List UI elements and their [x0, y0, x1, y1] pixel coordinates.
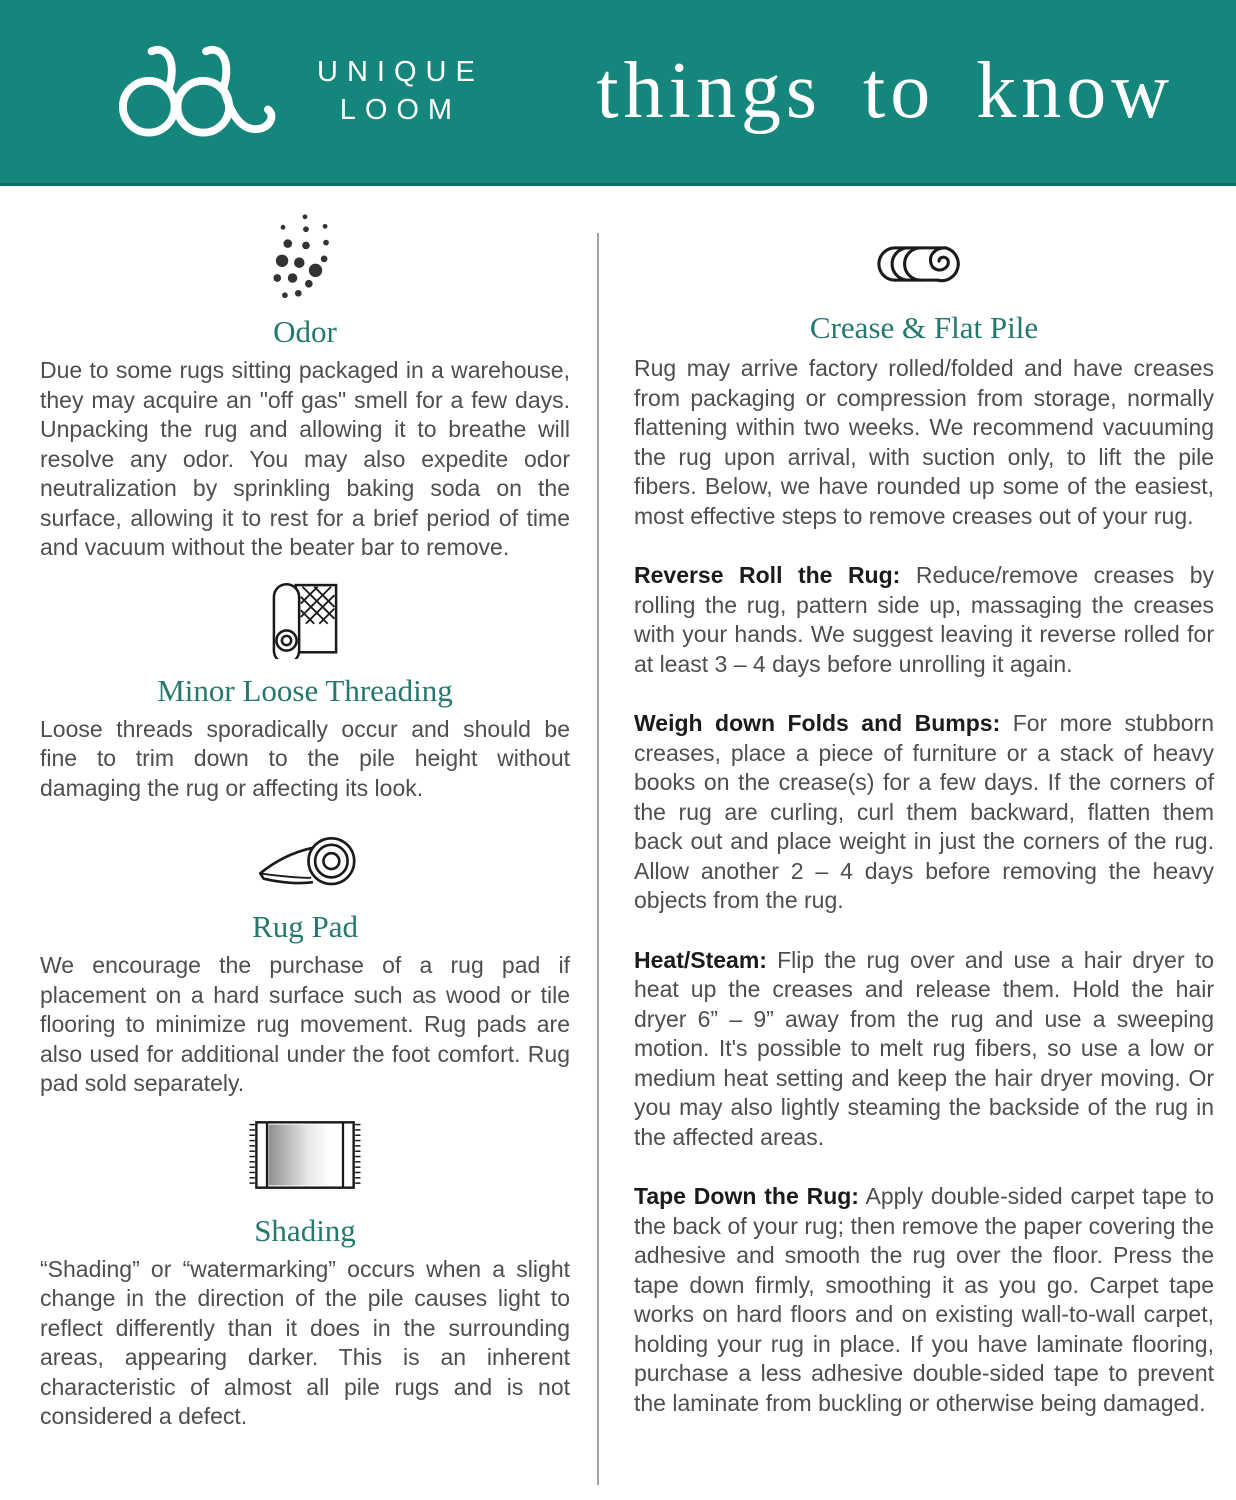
odor-specks-icon: [257, 212, 353, 300]
step-text: For more stubborn creases, place a piece of furniture or a stack of heavy books on the crease(s) for a few days. If the corners of the rug are curling, curl them backward, flatten them back out and place weight in just the corners of the rug. Allow another 2 – 4 days before removing the heavy objects from the rug.: [634, 710, 1214, 913]
brand-line-1: UNIQUE: [317, 55, 484, 88]
rolled-rug-crosshatch-icon: [267, 575, 343, 659]
section-odor: [40, 212, 570, 563]
section-body-rug-pad: We encourage the purchase of a rug pad if placement on a hard surface such as wood or tile flooring to minimize rug movement. Rug pads are also used for additional under the foot comfort. Rug pad sold separately.: [40, 952, 570, 1096]
header-banner: [0, 0, 1236, 186]
section-heading-rug-pad: Rug Pad: [252, 909, 358, 944]
step-text: Apply double-sided carpet tape to the back of your rug; then remove the paper covering the adhesive and smooth the rug over the floor. Press the tape down firmly, smoothing it as you go. Carpet tape works on hard floors and on existing wall-to-wall carpet, holding your rug in place. If you have laminate flooring, purchase a less adhesive double-sided tape to prevent the laminate from buckling or otherwise being damaged.: [634, 1183, 1214, 1416]
section-body-shading: “Shading” or “watermarking” occurs when a slight change in the direction of the pile causes light to reflect differently than it does in the surrounding areas, appearing darker. This is an inherent characteristic of almost all pile rugs and is not considered a defect.: [40, 1255, 570, 1429]
section-shading: [40, 1117, 570, 1432]
section-heading-loose-threading: Minor Loose Threading: [157, 672, 453, 708]
crease-intro: Rug may arrive factory rolled/folded and have creases from packaging or compression from storage, normally flattening within two weeks. We recommend vacuuming the rug upon arrival, with suction only, to lift the pile fibers. Below, we have rounded up some of the easiest, most effective steps to remove creases out of your rug.: [634, 355, 1214, 529]
section-heading-crease: Crease & Flat Pile: [809, 310, 1039, 345]
step-tape-down: [634, 1182, 1214, 1418]
step-weigh-down: [634, 709, 1214, 916]
content-columns: [0, 186, 1236, 1432]
rolled-rug-side-icon: [869, 242, 979, 286]
section-rug-pad: [40, 833, 570, 1099]
page-title: things to know: [596, 47, 1174, 135]
step-label: Heat/Steam:: [634, 946, 767, 973]
unique-loom-logo-icon: [108, 43, 293, 140]
rug-pad-roll-icon: [251, 833, 359, 891]
brand-logo: [108, 43, 484, 140]
fringed-rug-gradient-icon: [246, 1117, 364, 1193]
step-label: Weigh down Folds and Bumps:: [634, 710, 1001, 736]
step-label: Reverse Roll the Rug:: [634, 562, 901, 588]
section-loose-threading: [40, 575, 570, 804]
section-body-odor: Due to some rugs sitting packaged in a warehouse, they may acquire an "off gas" smell for a few days. Unpacking the rug and allowing it to breathe will resolve any odor. You may also expedite odor neutralization by sprinkling baking soda on the surface, allowing it to rest for a brief period of time and vacuum without the beater bar to remove.: [40, 357, 570, 560]
right-column: [597, 186, 1236, 1418]
step-text: Flip the rug over and use a hair dryer to heat up the creases and release them. Hold the hair dryer 6” – 9” away from the rug and use a sweeping motion. It's possible to melt rug fibers, so use a low or medium heat setting and keep the hair dryer moving. Or you may also lightly steaming the backside of the rug in the affected areas.: [634, 946, 1214, 1150]
left-column: [0, 186, 597, 1432]
step-reverse-roll: [634, 561, 1214, 679]
section-heading-odor: Odor: [273, 314, 337, 349]
step-text: Reduce/remove creases by rolling the rug, pattern side up, massaging the creases with your hands. We suggest leaving it reverse rolled for at least 3 – 4 days before unrolling it again.: [634, 562, 1215, 677]
column-divider: [597, 233, 599, 1485]
step-label: Tape Down the Rug:: [634, 1183, 859, 1209]
section-heading-shading: Shading: [254, 1212, 356, 1248]
section-body-loose-threading: Loose threads sporadically occur and should be fine to trim down to the pile height without damaging the rug or affecting its look.: [40, 715, 570, 801]
step-heat-steam: [634, 946, 1214, 1153]
brand-name: [317, 54, 484, 129]
brand-line-2: LOOM: [339, 93, 462, 126]
